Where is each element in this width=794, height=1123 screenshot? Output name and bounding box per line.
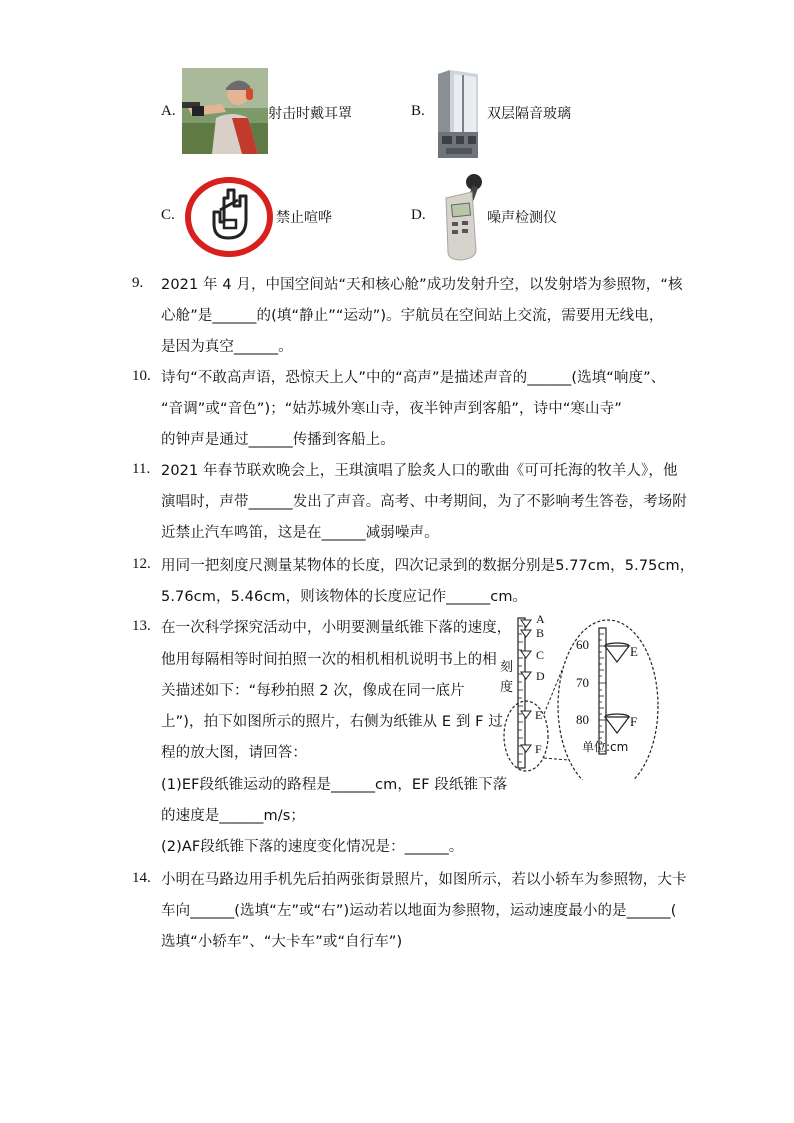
question-13-line-7: 的速度是______m/s； xyxy=(161,808,305,824)
option-b-text: 双层隔音玻璃 xyxy=(487,106,571,122)
cone-label-d: D xyxy=(536,669,545,683)
double-glazed-window-profile-icon xyxy=(432,70,484,158)
question-13-line-8: (2)AF段纸锥下落的速度变化情况是：______。 xyxy=(161,839,464,855)
question-9-line-3: 是因为真空______。 xyxy=(161,339,293,355)
option-d-letter: D. xyxy=(411,207,426,223)
option-a-text: 射击时戴耳罩 xyxy=(268,106,352,122)
question-11-number: 11. xyxy=(132,461,151,477)
question-14-line-3: 选填“小轿车”、“大卡车”或“自行车”) xyxy=(161,934,403,950)
question-14-number: 14. xyxy=(132,870,151,886)
question-14-line-2: 车向______(选填“左”或“右”)运动若以地面为参照物，运动速度最小的是______( xyxy=(161,903,677,919)
zoom-tick-60: 60 xyxy=(576,637,589,652)
question-10-line-2: “音调”或“音色”)；“姑苏城外寒山寺，夜半钟声到客船”，诗中“寒山寺” xyxy=(161,401,622,417)
question-10-line-1: 诗句“不敢高声语，恐惊天上人”中的“高声”是描述声音的______(选填“响度”、 xyxy=(161,370,666,386)
question-13-number: 13. xyxy=(132,618,151,634)
cone-label-b: B xyxy=(536,626,545,640)
zoom-label-e: E xyxy=(630,644,638,659)
question-13-line-4: 上”)，拍下如图所示的照片，右侧为纸锥从 E 到 F 过 xyxy=(161,714,503,730)
shooter-with-earmuffs-icon xyxy=(182,68,268,154)
cone-label-f: F xyxy=(535,742,542,756)
question-12-number: 12. xyxy=(132,556,151,572)
question-12-line-1: 用同一把刻度尺测量某物体的长度，四次记录到的数据分别是5.77cm，5.75cm， xyxy=(161,558,695,574)
falling-cone-figure xyxy=(496,610,666,780)
cone-label-c: C xyxy=(536,648,545,662)
question-11-line-1: 2021 年春节联欢晚会上，王琪演唱了脍炙人口的歌曲《可可托海的牧羊人》，他 xyxy=(161,463,678,479)
cone-label-a: A xyxy=(536,612,545,626)
zoom-tick-80: 80 xyxy=(576,712,589,727)
question-13-line-3: 关描述如下：“每秒拍照 2 次，像成在同一底片 xyxy=(161,683,465,699)
option-a-letter: A. xyxy=(161,103,176,119)
unit-label: 单位:cm xyxy=(582,740,629,754)
sound-level-meter-icon xyxy=(432,172,484,262)
question-10-line-3: 的钟声是通过______传播到客船上。 xyxy=(161,432,395,448)
cone-label-e: E xyxy=(535,708,543,722)
question-11-line-3: 近禁止汽车鸣笛，这是在______减弱噪声。 xyxy=(161,525,439,541)
question-13-line-1: 在一次科学探究活动中，小明要测量纸锥下落的速度， xyxy=(161,620,512,636)
zoom-tick-70: 70 xyxy=(576,675,589,690)
question-13-line-6: (1)EF段纸锥运动的路程是______cm，EF 段纸锥下落 xyxy=(161,777,508,793)
option-c-letter: C. xyxy=(161,207,175,223)
option-c-text: 禁止喧哗 xyxy=(276,210,332,226)
question-9-number: 9. xyxy=(132,275,144,291)
question-9-line-2: 心舱”是______的(填“静止”“运动”)。宇航员在空间站上交流，需要用无线电， xyxy=(161,308,664,324)
question-14-line-1: 小明在马路边用手机先后拍两张街景照片，如图所示，若以小轿车为参照物，大卡 xyxy=(161,872,687,888)
zoom-label-f: F xyxy=(630,714,638,729)
question-9-line-1: 2021 年 4 月，中国空间站“天和核心舱”成功发射升空，以发射塔为参照物，“核 xyxy=(161,277,683,293)
question-12-line-2: 5.76cm，5.46cm，则该物体的长度应记作______cm。 xyxy=(161,589,528,605)
option-d-text: 噪声检测仪 xyxy=(487,210,557,226)
question-11-line-2: 演唱时，声带______发出了声音。高考、中考期间，为了不影响考生答卷，考场附 xyxy=(161,494,687,510)
question-13-line-2: 他用每隔相等时间拍照一次的相机相机说明书上的相 xyxy=(161,652,497,668)
option-b-letter: B. xyxy=(411,103,425,119)
ruler-label: 刻度 xyxy=(500,660,514,695)
question-10-number: 10. xyxy=(132,368,151,384)
question-13-line-5: 程的放大图，请回答： xyxy=(161,745,307,761)
no-noise-sign-icon xyxy=(184,176,274,258)
